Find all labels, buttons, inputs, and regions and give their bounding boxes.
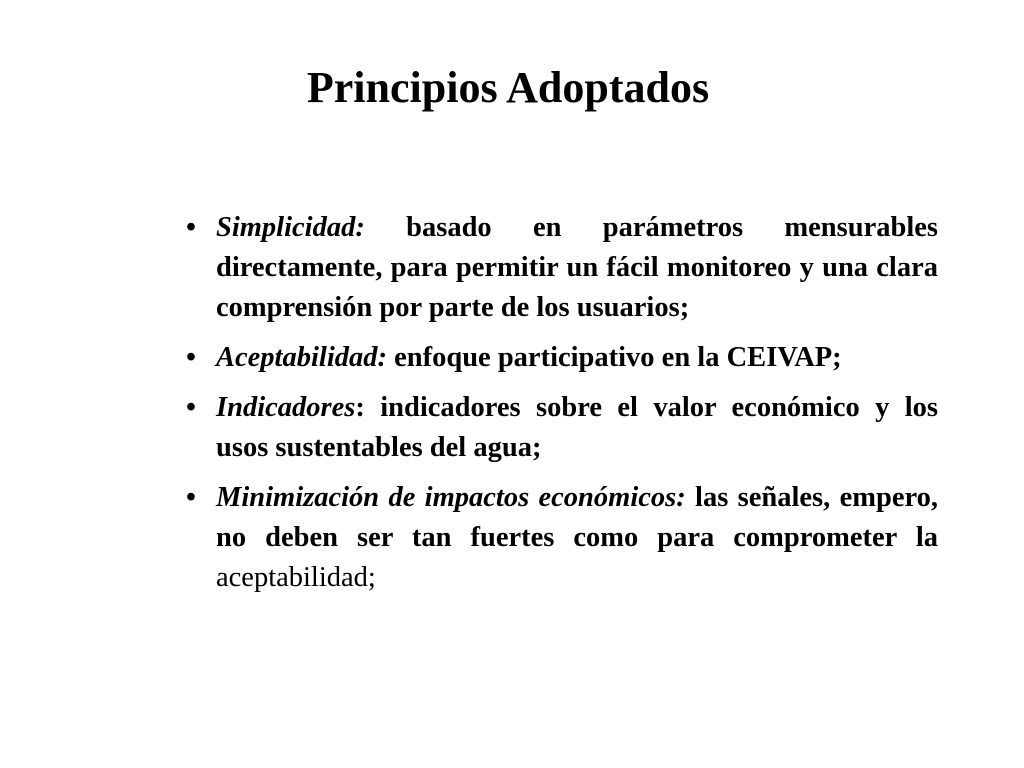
list-item-simplicidad	[186, 208, 938, 328]
list-item-indicadores	[186, 388, 938, 468]
bullet-term: Indicadores	[216, 392, 356, 423]
bullet-term: Simplicidad:	[216, 212, 365, 243]
bullet-text-tail: aceptabilidad;	[216, 562, 376, 593]
principles-list	[186, 208, 938, 608]
slide-title: Principios Adoptados	[306, 63, 710, 112]
bullet-text: basado en parámetros mensurables directamente, para permitir un fácil monitoreo y una clara comprensión por parte de los usuarios;	[216, 212, 938, 323]
bullet-icon: •	[186, 212, 196, 243]
bullet-term: Minimización de impactos económicos:	[216, 482, 686, 513]
bullet-icon: •	[186, 342, 196, 373]
list-item-aceptabilidad	[186, 338, 938, 378]
bullet-icon: •	[186, 392, 196, 423]
bullet-text: enfoque participativo en la CEIVAP;	[386, 342, 842, 373]
bullet-icon: •	[186, 482, 196, 513]
list-item-minimizacion	[186, 478, 938, 598]
bullet-term: Aceptabilidad:	[216, 342, 387, 373]
bullet-text: : indicadores sobre el valor económico y los usos sustentables del agua;	[216, 392, 938, 463]
bullet-text: las señales, empero, no deben ser tan fuertes como para comprometer la	[216, 482, 938, 553]
